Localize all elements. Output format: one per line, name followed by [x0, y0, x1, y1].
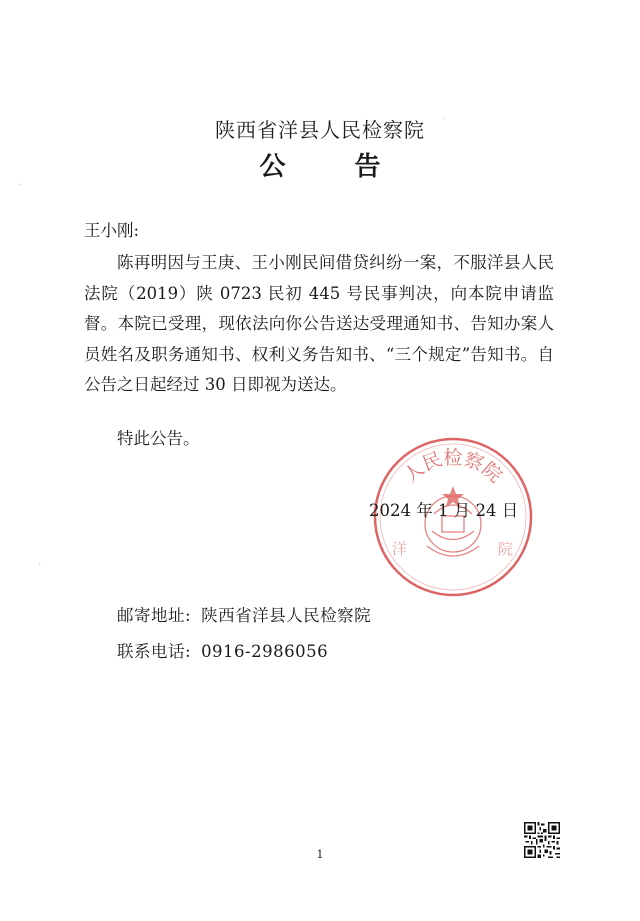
mailing-address-value: 陕西省洋县人民检察院	[201, 606, 372, 625]
scan-mark: ·	[38, 560, 42, 571]
body-paragraph: 陈再明因与王庚、王小刚民间借贷纠纷一案，不服洋县人民法院（2019）陕 0723 民初 445 号民事判决，向本院申请监督。本院已受理，现依法向你公告送达受理通知书、告知办案人员姓名及职务通知书、权利义务告知书、“三个规定”告知书。自公告之日起经过 30 日即视为送达。	[84, 253, 554, 394]
svg-text:院: 院	[498, 540, 514, 558]
organization-name: 陕西省洋县人民检察院	[215, 118, 425, 142]
svg-text:人民检察院	[400, 447, 506, 487]
closing-statement: 特此公告。	[117, 429, 200, 448]
addressee: 王小刚:	[84, 221, 140, 240]
mailing-address	[117, 602, 371, 626]
mailing-address-label: 邮寄地址:	[117, 606, 192, 625]
contact-phone	[117, 638, 328, 662]
contact-phone-value: 0916-2986056	[201, 642, 329, 661]
contact-phone-label: 联系电话:	[117, 642, 192, 661]
svg-text:洋: 洋	[392, 540, 408, 558]
page-number: 1	[316, 848, 324, 861]
notice-body	[84, 248, 554, 401]
scan-mark: ′	[442, 118, 445, 129]
issue-date: 2024 年 1 月 24 日	[369, 501, 519, 520]
document-title: 公 告	[259, 152, 411, 182]
seal-text: 人民检察院	[399, 447, 507, 488]
scan-mark: ·	[18, 180, 22, 191]
